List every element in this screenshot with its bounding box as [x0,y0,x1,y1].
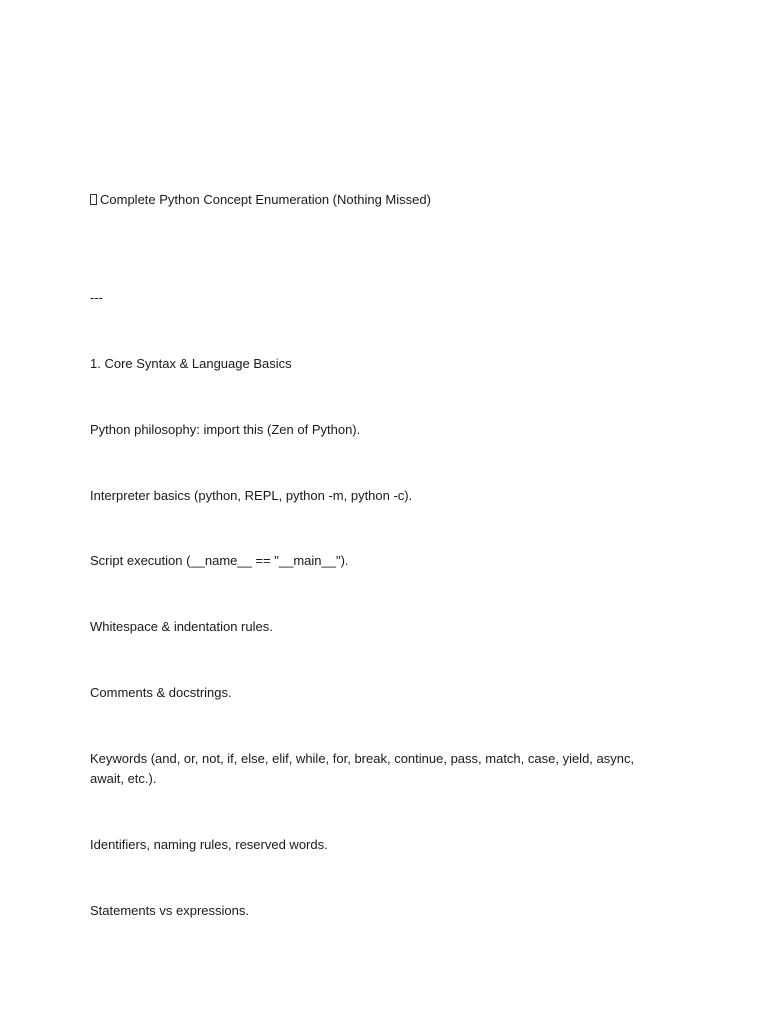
list-item: Comments & docstrings. [90,685,232,700]
missing-glyph-icon [90,194,97,205]
section-heading: 1. Core Syntax & Language Basics [90,356,292,371]
section-separator: --- [90,290,103,305]
list-item: Whitespace & indentation rules. [90,619,273,634]
list-item: Identifiers, naming rules, reserved words. [90,837,328,852]
list-item: Python philosophy: import this (Zen of Python). [90,422,361,437]
list-item: Interpreter basics (python, REPL, python -m, python -c). [90,488,413,503]
list-item: Statements vs expressions. [90,903,249,918]
list-item: Script execution (__name__ == "__main__"). [90,553,349,568]
list-item: Keywords (and, or, not, if, else, elif, while, for, break, continue, pass, match, case, yield, async, await, etc.). [90,751,635,786]
document-title [90,190,670,210]
document-title-text: Complete Python Concept Enumeration (Nothing Missed) [100,192,431,207]
